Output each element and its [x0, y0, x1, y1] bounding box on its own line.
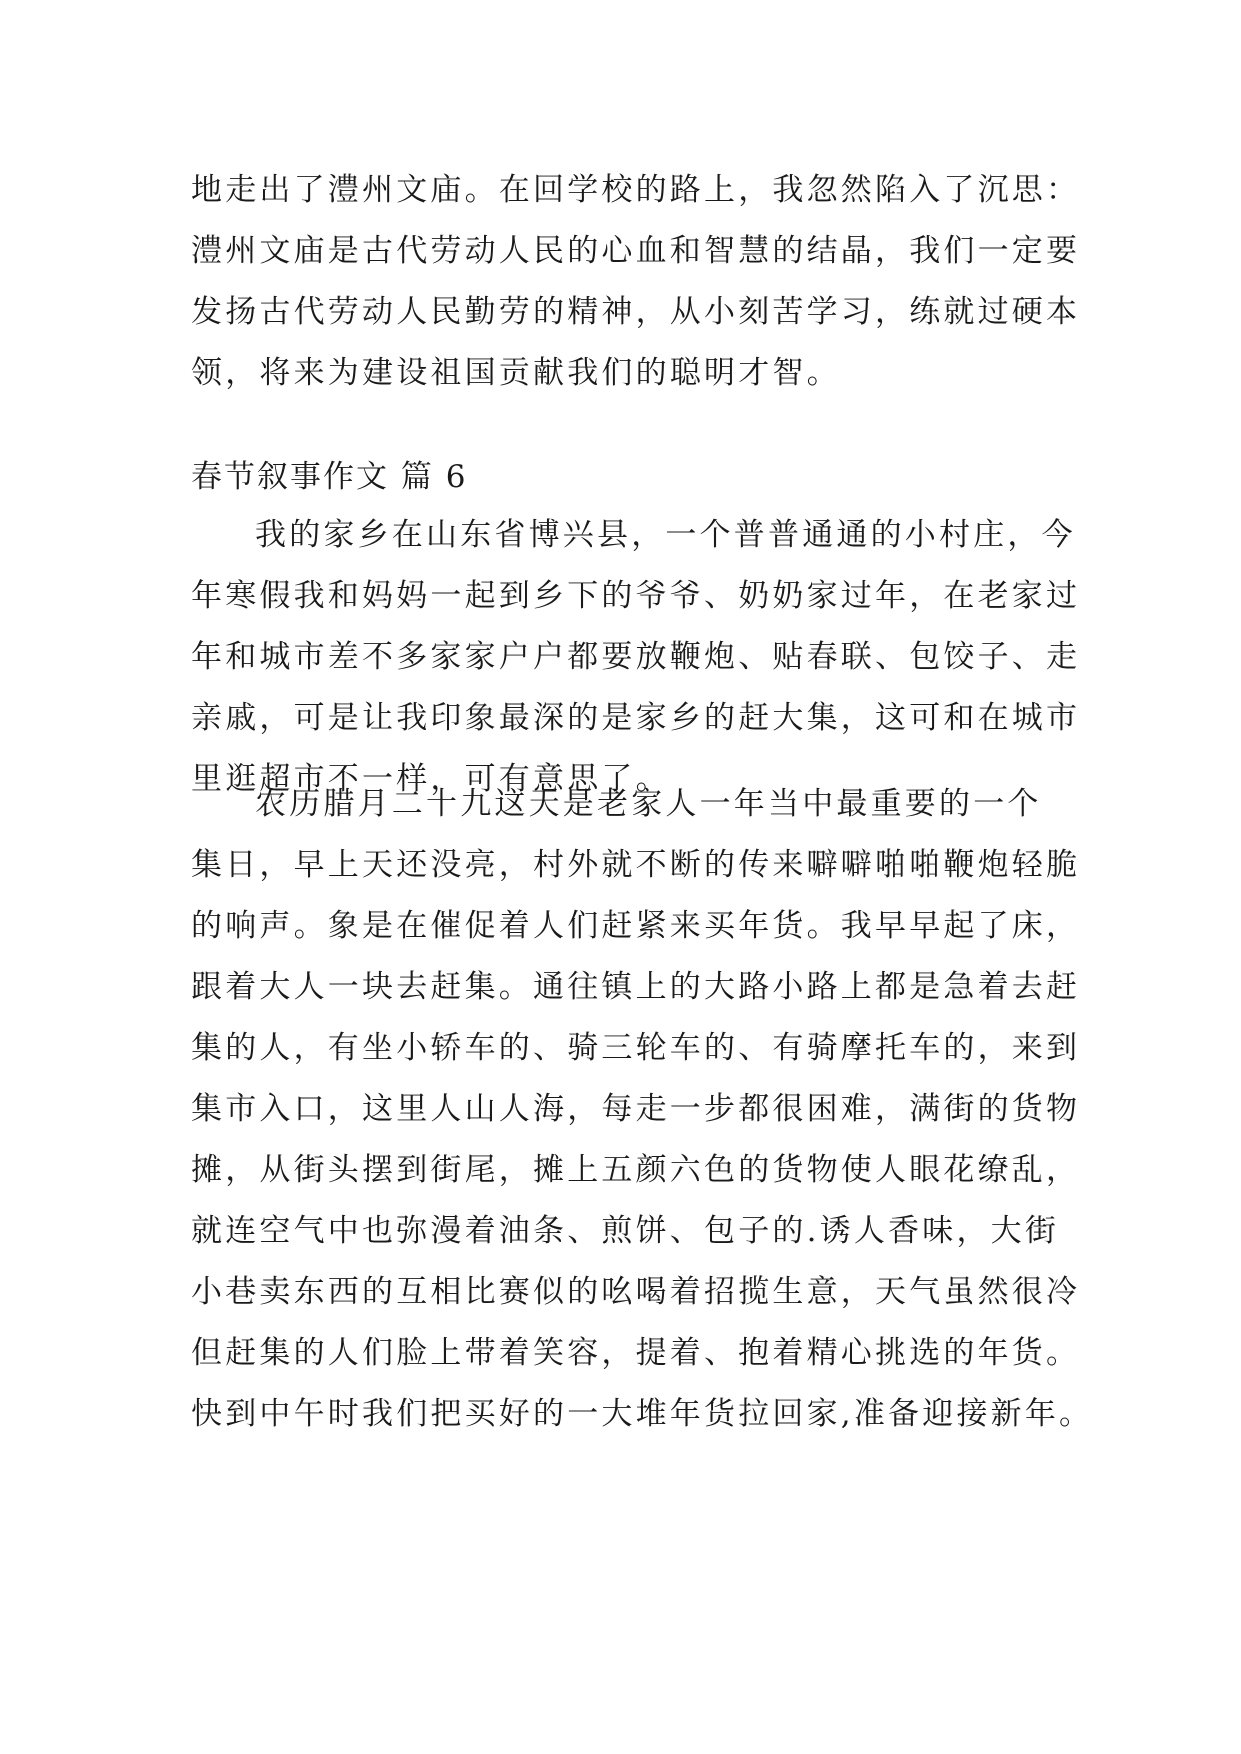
text-line: 摊，从街头摆到街尾，摊上五颜六色的货物使人眼花缭乱， — [191, 1152, 1081, 1188]
intro-paragraph — [191, 160, 1081, 404]
text-line: 年和城市差不多家家户户都要放鞭炮、贴春联、包饺子、走 — [191, 639, 1081, 675]
text-line: 就连空气中也弥漫着油条、煎饼、包子的.诱人香味，大街 — [191, 1213, 1060, 1249]
text-line: 里逛超市不一样，可有意思了。 — [191, 761, 670, 797]
text-line: 发扬古代劳动人民勤劳的精神，从小刻苦学习，练就过硬本 — [191, 294, 1081, 330]
text-line: 跟着大人一块去赶集。通往镇上的大路小路上都是急着去赶 — [191, 969, 1081, 1005]
text-line: 集市入口，这里人山人海，每走一步都很困难，满街的货物 — [191, 1091, 1081, 1127]
text-line: 地走出了澧州文庙。在回学校的路上，我忽然陷入了沉思： — [191, 172, 1081, 208]
text-line: 农历腊月二十九这天是老家人一年当中最重要的一个 — [255, 786, 1042, 822]
text-line: 快到中午时我们把买好的一大堆年货拉回家,准备迎接新年。 — [191, 1396, 1094, 1432]
section-title: 春节叙事作文 篇 6 — [191, 459, 468, 495]
text-line: 我的家乡在山东省博兴县，一个普普通通的小村庄，今 — [255, 517, 1076, 553]
text-line: 年寒假我和妈妈一起到乡下的爷爷、奶奶家过年，在老家过 — [191, 578, 1081, 614]
text-line: 集日，早上天还没亮，村外就不断的传来噼噼啪啪鞭炮轻脆 — [191, 847, 1081, 883]
text-line: 领，将来为建设祖国贡献我们的聪明才智。 — [191, 355, 841, 391]
text-line: 小巷卖东西的互相比赛似的吆喝着招揽生意，天气虽然很冷 — [191, 1274, 1081, 1310]
text-line: 澧州文庙是古代劳动人民的心血和智慧的结晶，我们一定要 — [191, 233, 1081, 269]
paragraph-1 — [191, 505, 1081, 810]
text-line: 集的人，有坐小轿车的、骑三轮车的、有骑摩托车的，来到 — [191, 1030, 1081, 1066]
text-line: 但赶集的人们脸上带着笑容，提着、抱着精心挑选的年货。 — [191, 1335, 1081, 1371]
text-line: 亲戚，可是让我印象最深的是家乡的赶大集，这可和在城市 — [191, 700, 1081, 736]
paragraph-2 — [191, 774, 1094, 1445]
text-line: 的响声。象是在催促着人们赶紧来买年货。我早早起了床， — [191, 908, 1081, 944]
